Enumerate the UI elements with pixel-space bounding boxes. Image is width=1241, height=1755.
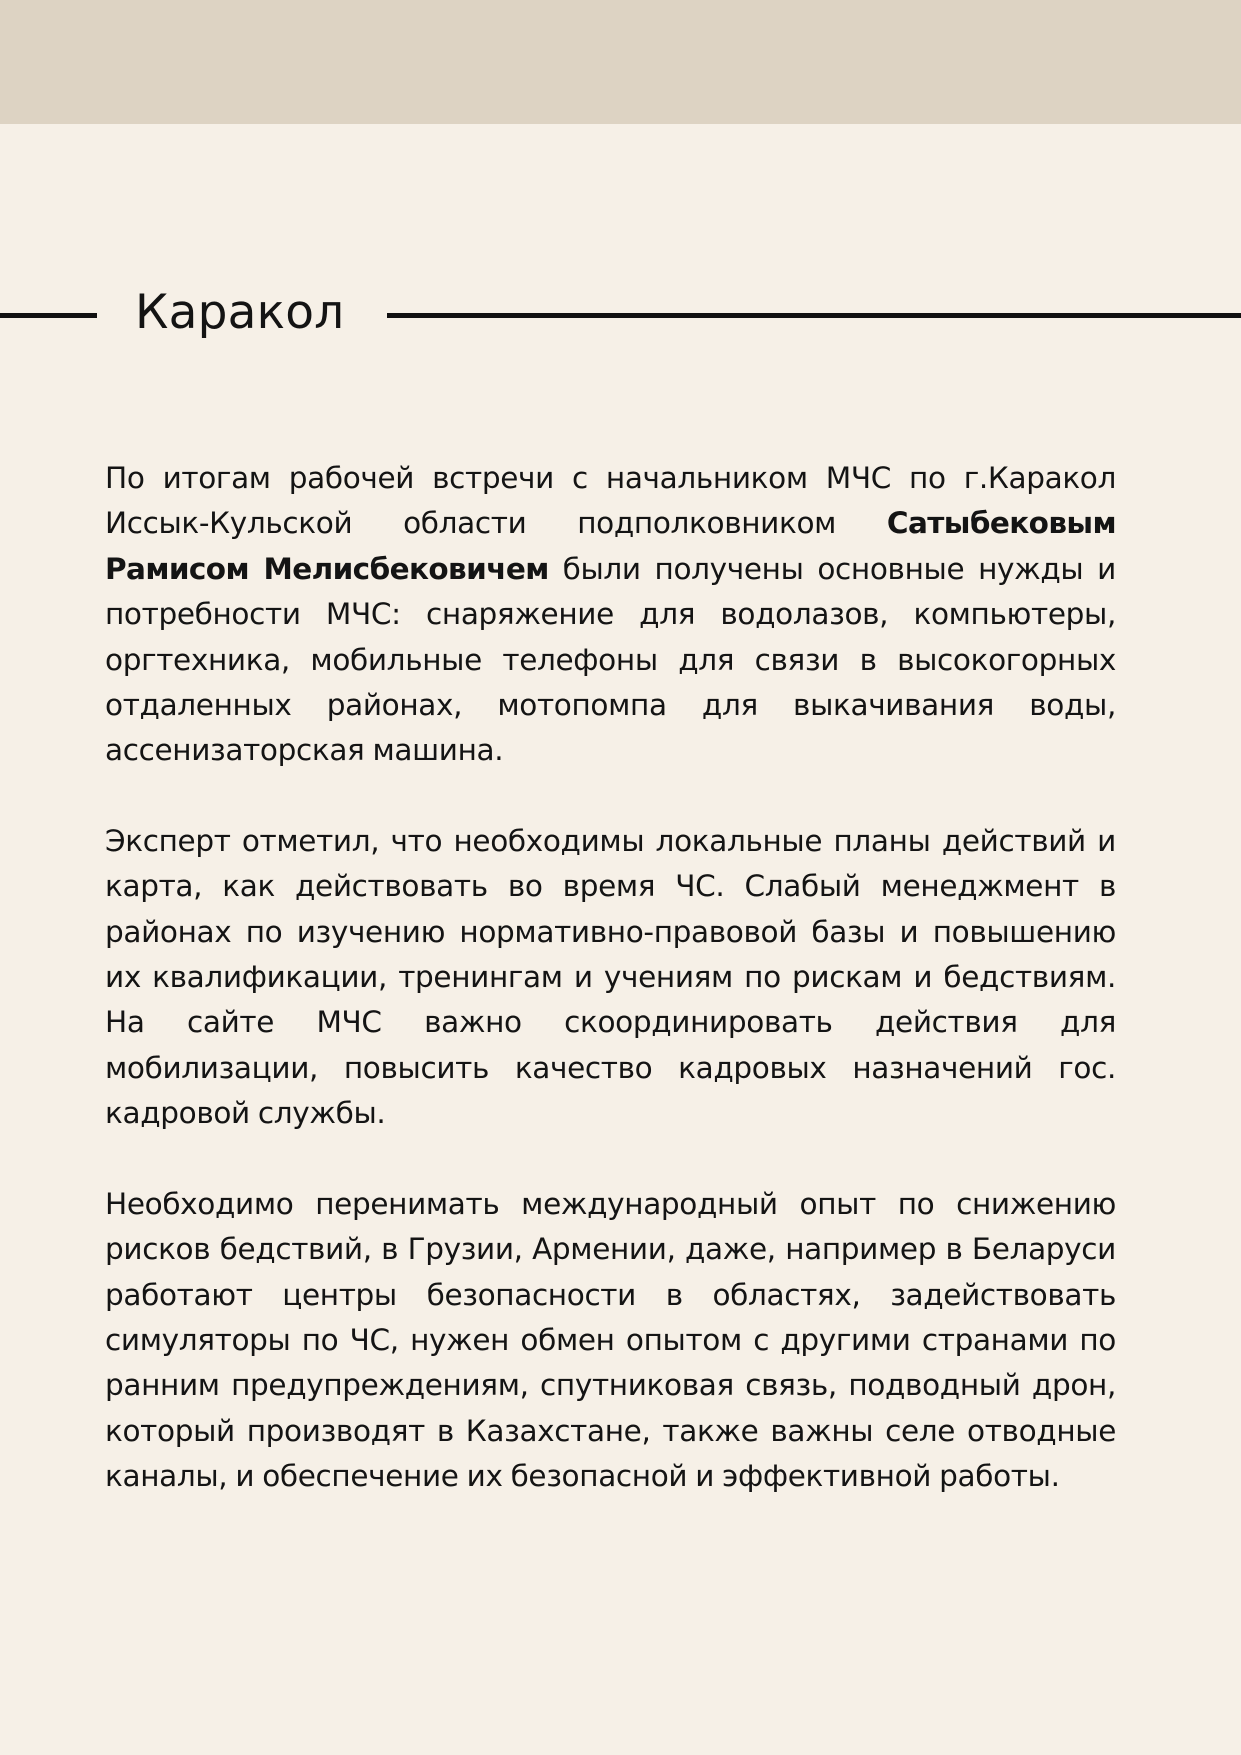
paragraph-1: [105, 456, 1116, 774]
top-band: [0, 0, 1241, 124]
article-body: [105, 456, 1116, 1545]
paragraph-1-intro: По итогам рабочей встречи с начальником МЧС по г.Каракол Иссык-Кульской области подполковником: [105, 461, 1116, 541]
person-name: Сатыбековым Рамисом Мелисбековичем: [105, 506, 1116, 586]
title-rule-left: [0, 313, 97, 318]
section-title: Каракол: [135, 285, 345, 340]
paragraph-2: Эксперт отметил, что необходимы локальные планы действий и карта, как действовать во время ЧС. Слабый менеджмент в районах по изучению нормативно-правовой базы и повышению их квалификации, тренингам и учениям по рискам и бедствиям. На сайте МЧС важно скоординировать действия для мобилизации, повысить качество кадровых назначений гос. кадровой службы.: [105, 823, 1116, 1131]
title-rule-right: [387, 313, 1241, 318]
paragraph-3: Необходимо перенимать международный опыт по снижению рисков бедствий, в Грузии, Армении, даже, например в Беларуси работают центры безопасности в областях, задействовать симуляторы по ЧС, нужен обмен опытом с другими странами по ранним предупреждениям, спутниковая связь, подводный дрон, который производят в Казахстане, также важны селе отводные каналы, и обеспечение их безопасной и эффективной работы.: [105, 1186, 1116, 1494]
paragraph-1-rest: были получены основные нужды и потребности МЧС: снаряжение для водолазов, компьютеры, оргтехника, мобильные телефоны для связи в высокогорных отдаленных районах, мотопомпа для выкачивания воды, ассенизаторская машина.: [105, 551, 1116, 768]
